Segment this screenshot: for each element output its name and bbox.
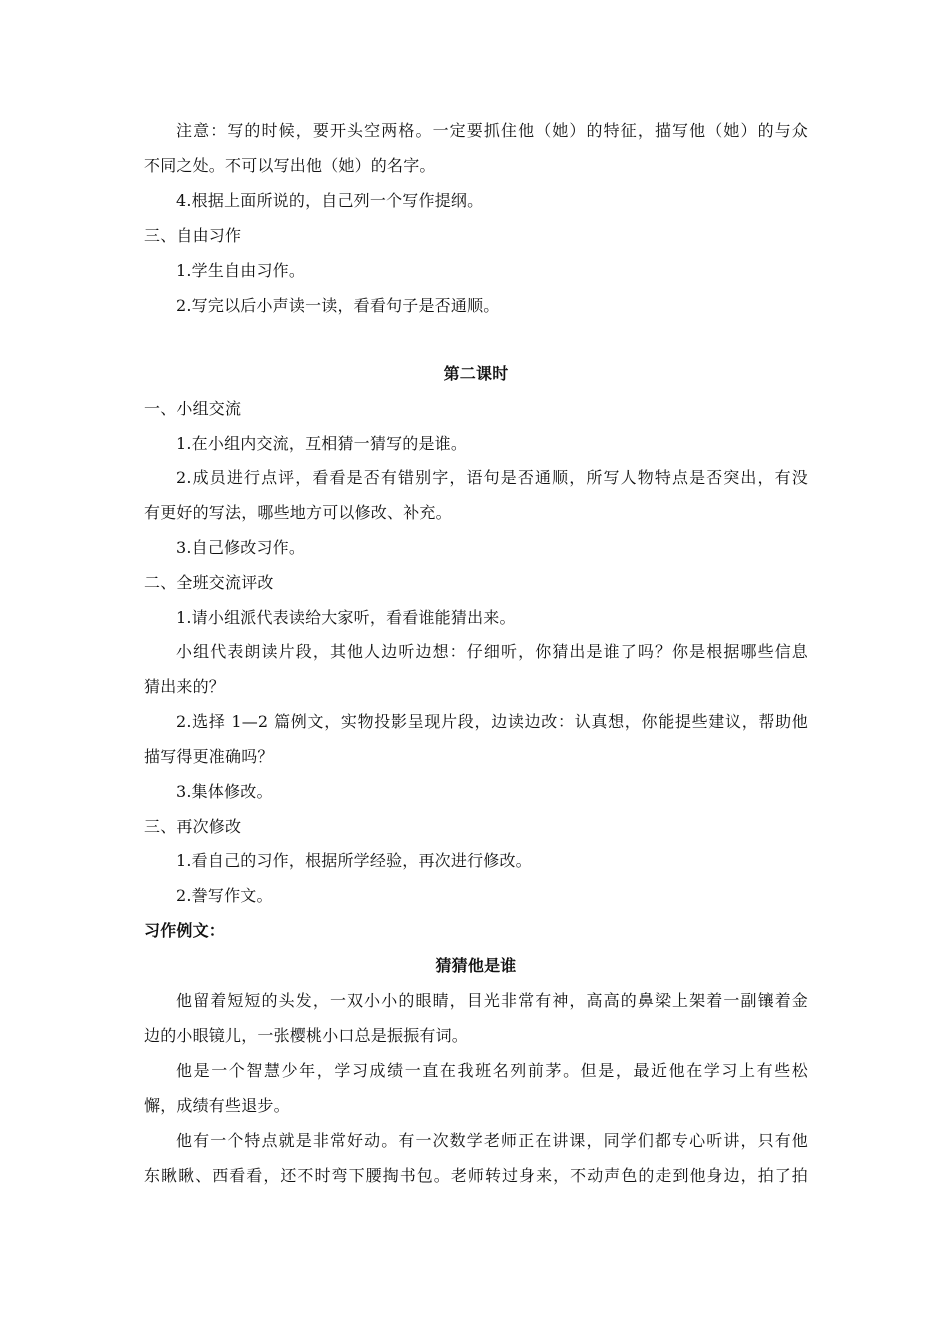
- essay-line: 他留着短短的头发，一双小小的眼睛，目光非常有神，高高的鼻梁上架着一副镶着金: [176, 991, 808, 1010]
- list-item: 1.学生自由习作。: [176, 261, 306, 280]
- list-item: 2.誊写作文。: [176, 886, 273, 905]
- essay-line: 东瞅瞅、西看看，还不时弯下腰掏书包。老师转过身来，不动声色的走到他身边，拍了拍: [144, 1166, 808, 1185]
- paragraph-line: 描写得更准确吗？: [144, 747, 274, 766]
- section-heading: 三、再次修改: [144, 817, 242, 836]
- section-heading: 二、全班交流评改: [144, 573, 274, 592]
- list-item: 3.集体修改。: [176, 782, 273, 801]
- essay-line: 懈，成绩有些退步。: [144, 1096, 290, 1115]
- list-item: 4.根据上面所说的，自己列一个写作提纲。: [176, 191, 484, 210]
- essay-line: 他是一个智慧少年，学习成绩一直在我班名列前茅。但是，最近他在学习上有些松: [176, 1061, 808, 1080]
- section-heading: 一、小组交流: [144, 399, 242, 418]
- paragraph-line: 小组代表朗读片段，其他人边听边想：仔细听，你猜出是谁了吗？你是根据哪些信息: [176, 642, 808, 661]
- essay-line: 边的小眼镜儿，一张樱桃小口总是振振有词。: [144, 1026, 469, 1045]
- list-item: 3.自己修改习作。: [176, 538, 306, 557]
- list-item: 1.请小组派代表读给大家听，看看谁能猜出来。: [176, 608, 516, 627]
- lesson-title: 第二课时: [443, 364, 509, 383]
- paragraph-line: 不同之处。不可以写出他（她）的名字。: [144, 156, 436, 175]
- paragraph-line: 有更好的写法，哪些地方可以修改、补充。: [144, 503, 452, 522]
- example-label: 习作例文：: [144, 921, 226, 940]
- list-item: 1.在小组内交流，互相猜一猜写的是谁。: [176, 434, 468, 453]
- essay-line: 他有一个特点就是非常好动。有一次数学老师正在讲课，同学们都专心听讲，只有他: [176, 1131, 808, 1150]
- paragraph-line: 猜出来的？: [144, 677, 226, 696]
- section-heading: 三、自由习作: [144, 226, 242, 245]
- list-item: 2.写完以后小声读一读，看看句子是否通顺。: [176, 296, 500, 315]
- list-item: 2.选择 1—2 篇例文，实物投影呈现片段，边读边改：认真想，你能提些建议，帮助他: [176, 712, 808, 731]
- paragraph-line: 注意：写的时候，要开头空两格。一定要抓住他（她）的特征，描写他（她）的与众: [176, 121, 808, 140]
- list-item: 2.成员进行点评，看看是否有错别字，语句是否通顺，所写人物特点是否突出，有没: [176, 468, 808, 487]
- list-item: 1.看自己的习作，根据所学经验，再次进行修改。: [176, 851, 532, 870]
- essay-title: 猜猜他是谁: [435, 956, 517, 975]
